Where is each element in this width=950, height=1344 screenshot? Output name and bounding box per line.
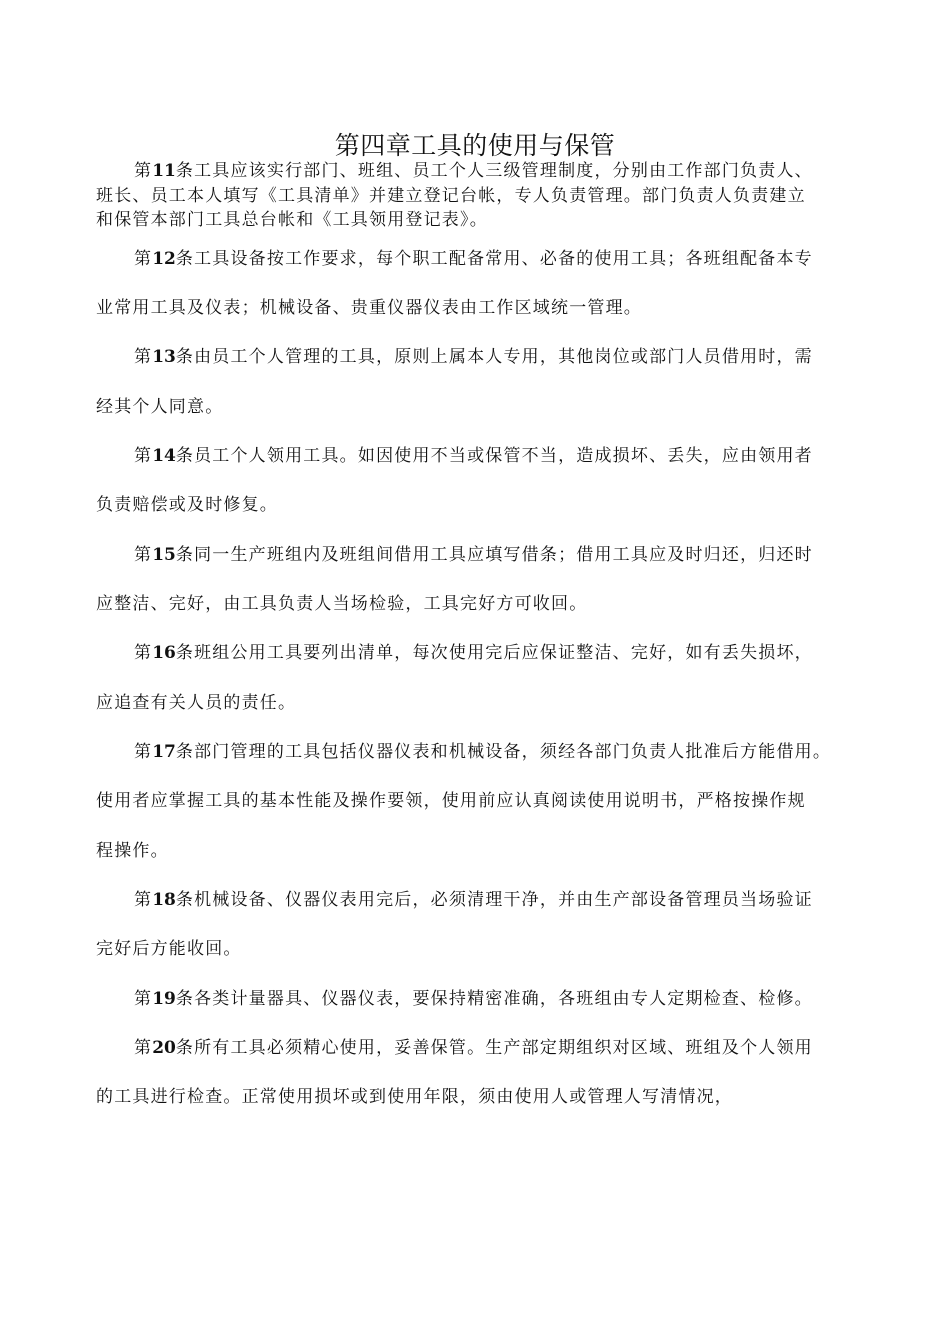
article-11-line-2: 班长、员工本人填写《工具清单》并建立登记台帐，专人负责管理。部门负责人负责建立 — [96, 186, 806, 206]
article-14-line-2: 负责赔偿或及时修复。 — [96, 495, 278, 515]
article-14-line-1: 第14条员工个人领用工具。如因使用不当或保管不当，造成损坏、丢失，应由领用者 — [134, 446, 813, 466]
article-number: 19 — [152, 989, 176, 1009]
article-20-line-2: 的工具进行检查。正常使用损坏或到使用年限，须由使用人或管理人写清情况， — [96, 1087, 733, 1107]
article-number: 16 — [152, 643, 176, 663]
chapter-title: 第四章工具的使用与保管 — [334, 131, 616, 160]
article-11-line-1: 第11条工具应该实行部门、班组、员工个人三级管理制度，分别由工作部门负责人、 — [134, 161, 813, 181]
article-16-line-2: 应追查有关人员的责任。 — [96, 693, 297, 713]
article-20-line-1: 第20条所有工具必须精心使用，妥善保管。生产部定期组织对区域、班组及个人领用 — [134, 1038, 813, 1058]
article-number: 18 — [152, 890, 176, 910]
article-17-line-1: 第17条部门管理的工具包括仪器仪表和机械设备，须经各部门负责人批准后方能借用。 — [134, 742, 832, 762]
article-15-line-1: 第15条同一生产班组内及班组间借用工具应填写借条；借用工具应及时归还，归还时 — [134, 545, 813, 565]
article-18-line-1: 第18条机械设备、仪器仪表用完后，必须清理干净，并由生产部设备管理员当场验证 — [134, 890, 813, 910]
article-13-line-2: 经其个人同意。 — [96, 397, 224, 417]
article-18-line-2: 完好后方能收回。 — [96, 939, 242, 959]
article-13-line-1: 第13条由员工个人管理的工具，原则上属本人专用，其他岗位或部门人员借用时，需 — [134, 347, 813, 367]
article-number: 12 — [152, 249, 176, 269]
article-12-line-2: 业常用工具及仪表；机械设备、贵重仪器仪表由工作区域统一管理。 — [96, 298, 642, 318]
article-17-line-3: 程操作。 — [96, 841, 169, 861]
article-15-line-2: 应整洁、完好，由工具负责人当场检验，工具完好方可收回。 — [96, 594, 588, 614]
article-11-line-3: 和保管本部门工具总台帐和《工具领用登记表》。 — [96, 210, 488, 230]
article-number: 15 — [152, 545, 176, 565]
article-19-line-1: 第19条各类计量器具、仪器仪表，要保持精密准确，各班组由专人定期检查、检修。 — [134, 989, 813, 1009]
article-number: 14 — [152, 446, 176, 466]
article-16-line-1: 第16条班组公用工具要列出清单，每次使用完后应保证整洁、完好，如有丢失损坏， — [134, 643, 813, 663]
article-number: 17 — [152, 742, 176, 762]
article-number: 11 — [152, 161, 176, 181]
article-number: 13 — [152, 347, 176, 367]
article-number: 20 — [152, 1038, 176, 1058]
article-12-line-1: 第12条工具设备按工作要求，每个职工配备常用、必备的使用工具；各班组配备本专 — [134, 249, 813, 269]
article-17-line-2: 使用者应掌握工具的基本性能及操作要领，使用前应认真阅读使用说明书，严格按操作规 — [96, 791, 806, 811]
